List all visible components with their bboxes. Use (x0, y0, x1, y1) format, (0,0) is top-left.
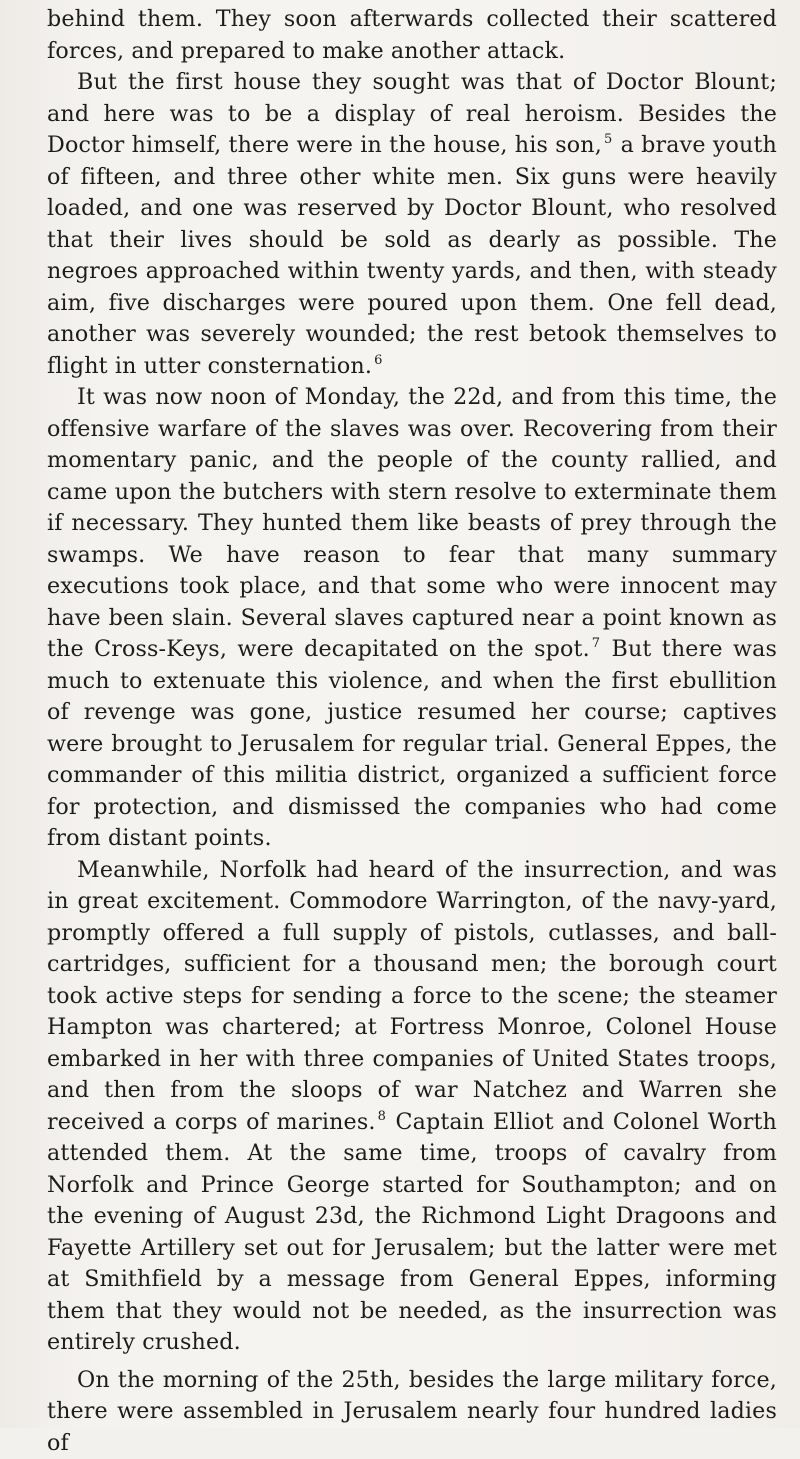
paragraph-text: Captain Elliot and Colonel Worth attended them. At the same time, troops of cavalry from Norfolk and Prince George started for Southampton; and on the evening of August 23d, the Richmond Light Dragoons and Fayette Artillery set out for Jerusalem; but the latter were met at Smithfield by a message from General Eppes, informing them that they would not be needed, as the insurrection was entirely crushed. (47, 1109, 777, 1356)
paragraph-continuation (47, 4, 777, 67)
paragraph-doctor-blount (47, 67, 777, 382)
paragraph-text: But there was much to extenuate this violence, and when the first ebullition of revenge was gone, justice resumed her course; captives were brought to Jerusalem for regular trial. General Eppes, the commander of this militia district, organized a sufficient force for protection, and dismissed the companies who had come from distant points. (47, 636, 777, 851)
paragraph-text: behind them. They soon afterwards collected their scattered forces, and prepared to make another attack. (47, 6, 777, 64)
paragraph-text: Meanwhile, Norfolk had heard of the insurrection, and was in great excitement. Commodore Warrington, of the navy-yard, promptly offered a full supply of pistols, cutlasses, and ball-cartridges, sufficient for a thousand men; the borough court took active steps for sending a force to the scene; the steamer Hampton was chartered; at Fortress Monroe, Colonel House embarked in her with three companies of United States troops, and then from the sloops of war Natchez and Warren she received a corps of marines. (47, 857, 777, 1135)
paragraph-monday-noon (47, 382, 777, 855)
paragraph-norfolk (47, 855, 777, 1359)
paragraph-morning-25th (47, 1365, 777, 1459)
paragraph-text: But the first house they sought was that of Doctor Blount; and here was to be a display of real heroism. Besides the Doctor himself, there were in the house, his son, (47, 69, 777, 158)
paragraph-text: a brave youth of fifteen, and three other white men. Six guns were heavily loaded, and one was reserved by Doctor Blount, who resolved that their lives should be sold as dearly as possible. The negroes approached within twenty yards, and then, with steady aim, five discharges were poured upon them. One fell dead, another was severely wounded; the rest betook themselves to flight in utter consternation. (47, 132, 777, 379)
footnote-marker[interactable]: 7 (592, 636, 600, 651)
paragraph-text: On the morning of the 25th, besides the large military force, there were assembled in Jerusalem nearly four hundred ladies of (47, 1367, 777, 1456)
footnote-marker[interactable]: 5 (604, 132, 612, 147)
page-text (47, 4, 777, 1459)
footnote-marker[interactable]: 8 (378, 1109, 386, 1124)
footnote-marker[interactable]: 6 (374, 353, 382, 368)
paragraph-text: It was now noon of Monday, the 22d, and from this time, the offensive warfare of the slaves was over. Recovering from their momentary panic, and the people of the county rallied, and came upon the butchers with stern resolve to exterminate them if necessary. They hunted them like beasts of prey through the swamps. We have reason to fear that many summary executions took place, and that some who were innocent may have been slain. Several slaves captured near a point known as the Cross-Keys, were decapitated on the spot. (47, 384, 777, 662)
